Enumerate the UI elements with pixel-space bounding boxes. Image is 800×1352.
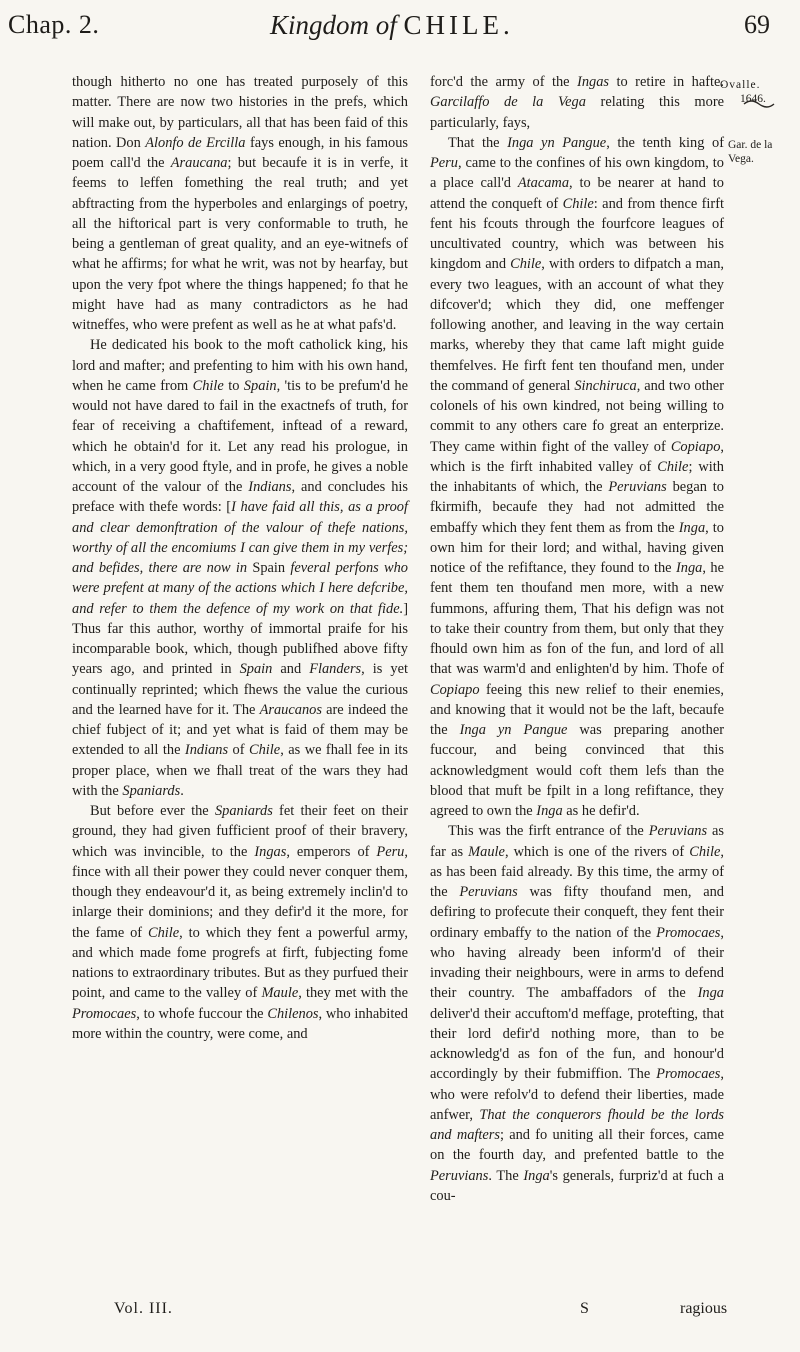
signature-mark: S xyxy=(580,1300,589,1317)
running-title xyxy=(270,10,514,41)
margin-note-year: 1646. xyxy=(740,93,766,105)
catchword: ragious xyxy=(680,1300,728,1317)
page-footer xyxy=(0,1300,800,1350)
running-header xyxy=(0,0,800,80)
paragraph: He dedicated his book to the moft catholick king, his lord and mafter; and prefenting to him with his own hand, when he came from Chile to Spain, 'tis to be prefum'd he would not have dared to fail in the exactnefs of truth, for fear of receiving a chaftifement, inftead of a reward, which he obtain'd for it. Let any read his prologue, in which, in a very good ftyle, and in profe, he gives a noble account of the valour of the Indians, and concludes his preface with thefe words: [I have faid all this, as a proof and clear demonftration of the valour of thefe nations, worthy of all the encomiums I can give them in my verfes; and befides, there are now in Spain feveral perfons who were prefent at many of the actions which I here defcribe, and refer to them the defence of my work on that fide.] Thus far this author, worthy of immortal praife for his incomparable book, which, though publifhed above fifty years ago, and printed in Spain and Flanders, is yet continually reprinted; which fhews the value the curious and the learned have for it. The Araucanos are indeed the chief fubject of it; and yet what is faid of them may be extended to all the Indians of Chile, as we fhall fee in its proper place, when we fhall treat of the wars they had with the Spaniards. xyxy=(72,337,409,799)
chapter-label: Chap. 2. xyxy=(8,10,100,39)
page-number: 69 xyxy=(744,10,770,39)
volume-label: Vol. III. xyxy=(114,1300,173,1317)
paragraph: But before ever the Spaniards fet their feet on their ground, they had given fufficient proof of their bravery, which was invincible, to the Ingas, emperors of Peru, fince with all their power they could never conquer them, though they endeavour'd it, as being extremely inclin'd to inlarge their dominions; and they defir'd it the more, for the fame of Chile, to which they fent a powerful army, and which made fome progrefs at firft, fubjecting fome nations to extraordinary tributes. But as they purfued their point, and came to the valley of Maule, they met with the Promocaes, to whofe fuccour the Chilenos, who inhabited more within the country, were come, and xyxy=(72,803,409,1042)
paragraph: That the Inga yn Pangue, the tenth king of Peru, came to the confines of his own kingdom, to a place call'd Atacama, to be nearer at hand to attend the conqueft of Chile: and from thence firft fent his fcouts through the fourfcore leagues of uncultivated country, which was between his kingdom and Chile, with orders to difpatch a man, every two leagues, with an account of what they difcover'd; which they did, one meffenger following another, and leaving in the way certain marks, whereby they that came laft might guide themfelves. He firft fent ten thoufand men, under the command of general Sinchiruca, and two other colonels of his own kindred, not being willing to commit to any others care fo great an enterprize. They came within fight of the valley of Copiapo, which is the firft inhabited valley of Chile; with the inhabitants of which, the Peruvians began to fkirmifh, becaufe they had not admitted the embaffy which they fent them as from the Inga, to own him for their lord; and withal, having given notice of the refiftance, they found to the Inga, he fent them ten thoufand men more, with a new fummons, affuring them, That his defign was not to take their country from them, but only that they fhould own him as fon of the fun, and lord of all that was warm'd and enlighten'd by him. Thofe of Copiapo feeing this new relief to their enemies, and knowing that it would not be the laft, becaufe the Inga yn Pangue was preparing another fuccour, and being convinced that this acknowledgment would coft them lefs than the blood that muft be fpilt in a long refiftance, they agreed to own the Inga as he defir'd. xyxy=(430,134,725,819)
margin-note-source: Gar. de la Vega. xyxy=(728,139,773,165)
left-text-column xyxy=(72,72,408,1044)
paragraph: though hitherto no one has treated purposely of this matter. There are now two histories in the prefs, which will make out, by particulars, all that has been faid of this nation. Don Alonfo de Ercilla fays enough, in his famous poem call'd the Araucana; but becaufe it is in verfe, it feems to leffen fomething the real truth; and yet abftracting from the hyperboles and enlargings of poetry, all the hiftorical part is very conformable to truth, he being a gentleman of great quality, and an eye-witnefs of what he affirms; for what he writ, was not by hearfay, but upon the very fpot where the things happened; fo that he might have had as many contradictors as he had witneffes, who were prefent as well as he at what pafs'd. xyxy=(72,74,409,333)
margin-note-place: Ovalle. xyxy=(720,79,761,91)
running-title-italic: Kingdom of xyxy=(270,10,397,40)
flourish-ornament xyxy=(742,98,776,110)
running-title-country: CHILE. xyxy=(403,10,514,40)
paragraph: This was the firft entrance of the Peruvians as far as Maule, which is one of the rivers of Chile, as has been faid already. By this time, the army of the Peruvians was fifty thoufand men, and defiring to profecute their conqueft, they fent their ordinary embaffy to the nation of the Promocaes, who having already been inform'd of their invading their neighbours, were in arms to defend their country. The ambaffadors of the Inga deliver'd their accuftom'd meffage, protefting, that their lord defir'd nothing more, than to be acknowledg'd as fon of the fun, and honour'd accordingly by their fubmiffion. The Promocaes, who were refolv'd to defend their liberties, made anfwer, That the conquerors fhould be the lords and mafters; and fo uniting all their forces, came on the fourth day, and prefented battle to the Peruvians. The Inga's generals, furpriz'd at fuch a cou- xyxy=(430,823,725,1204)
right-text-column xyxy=(430,72,724,1206)
paragraph: forc'd the army of the Ingas to retire in hafte. Garcilaffo de la Vega relating this more particularly, fays, xyxy=(430,74,725,131)
